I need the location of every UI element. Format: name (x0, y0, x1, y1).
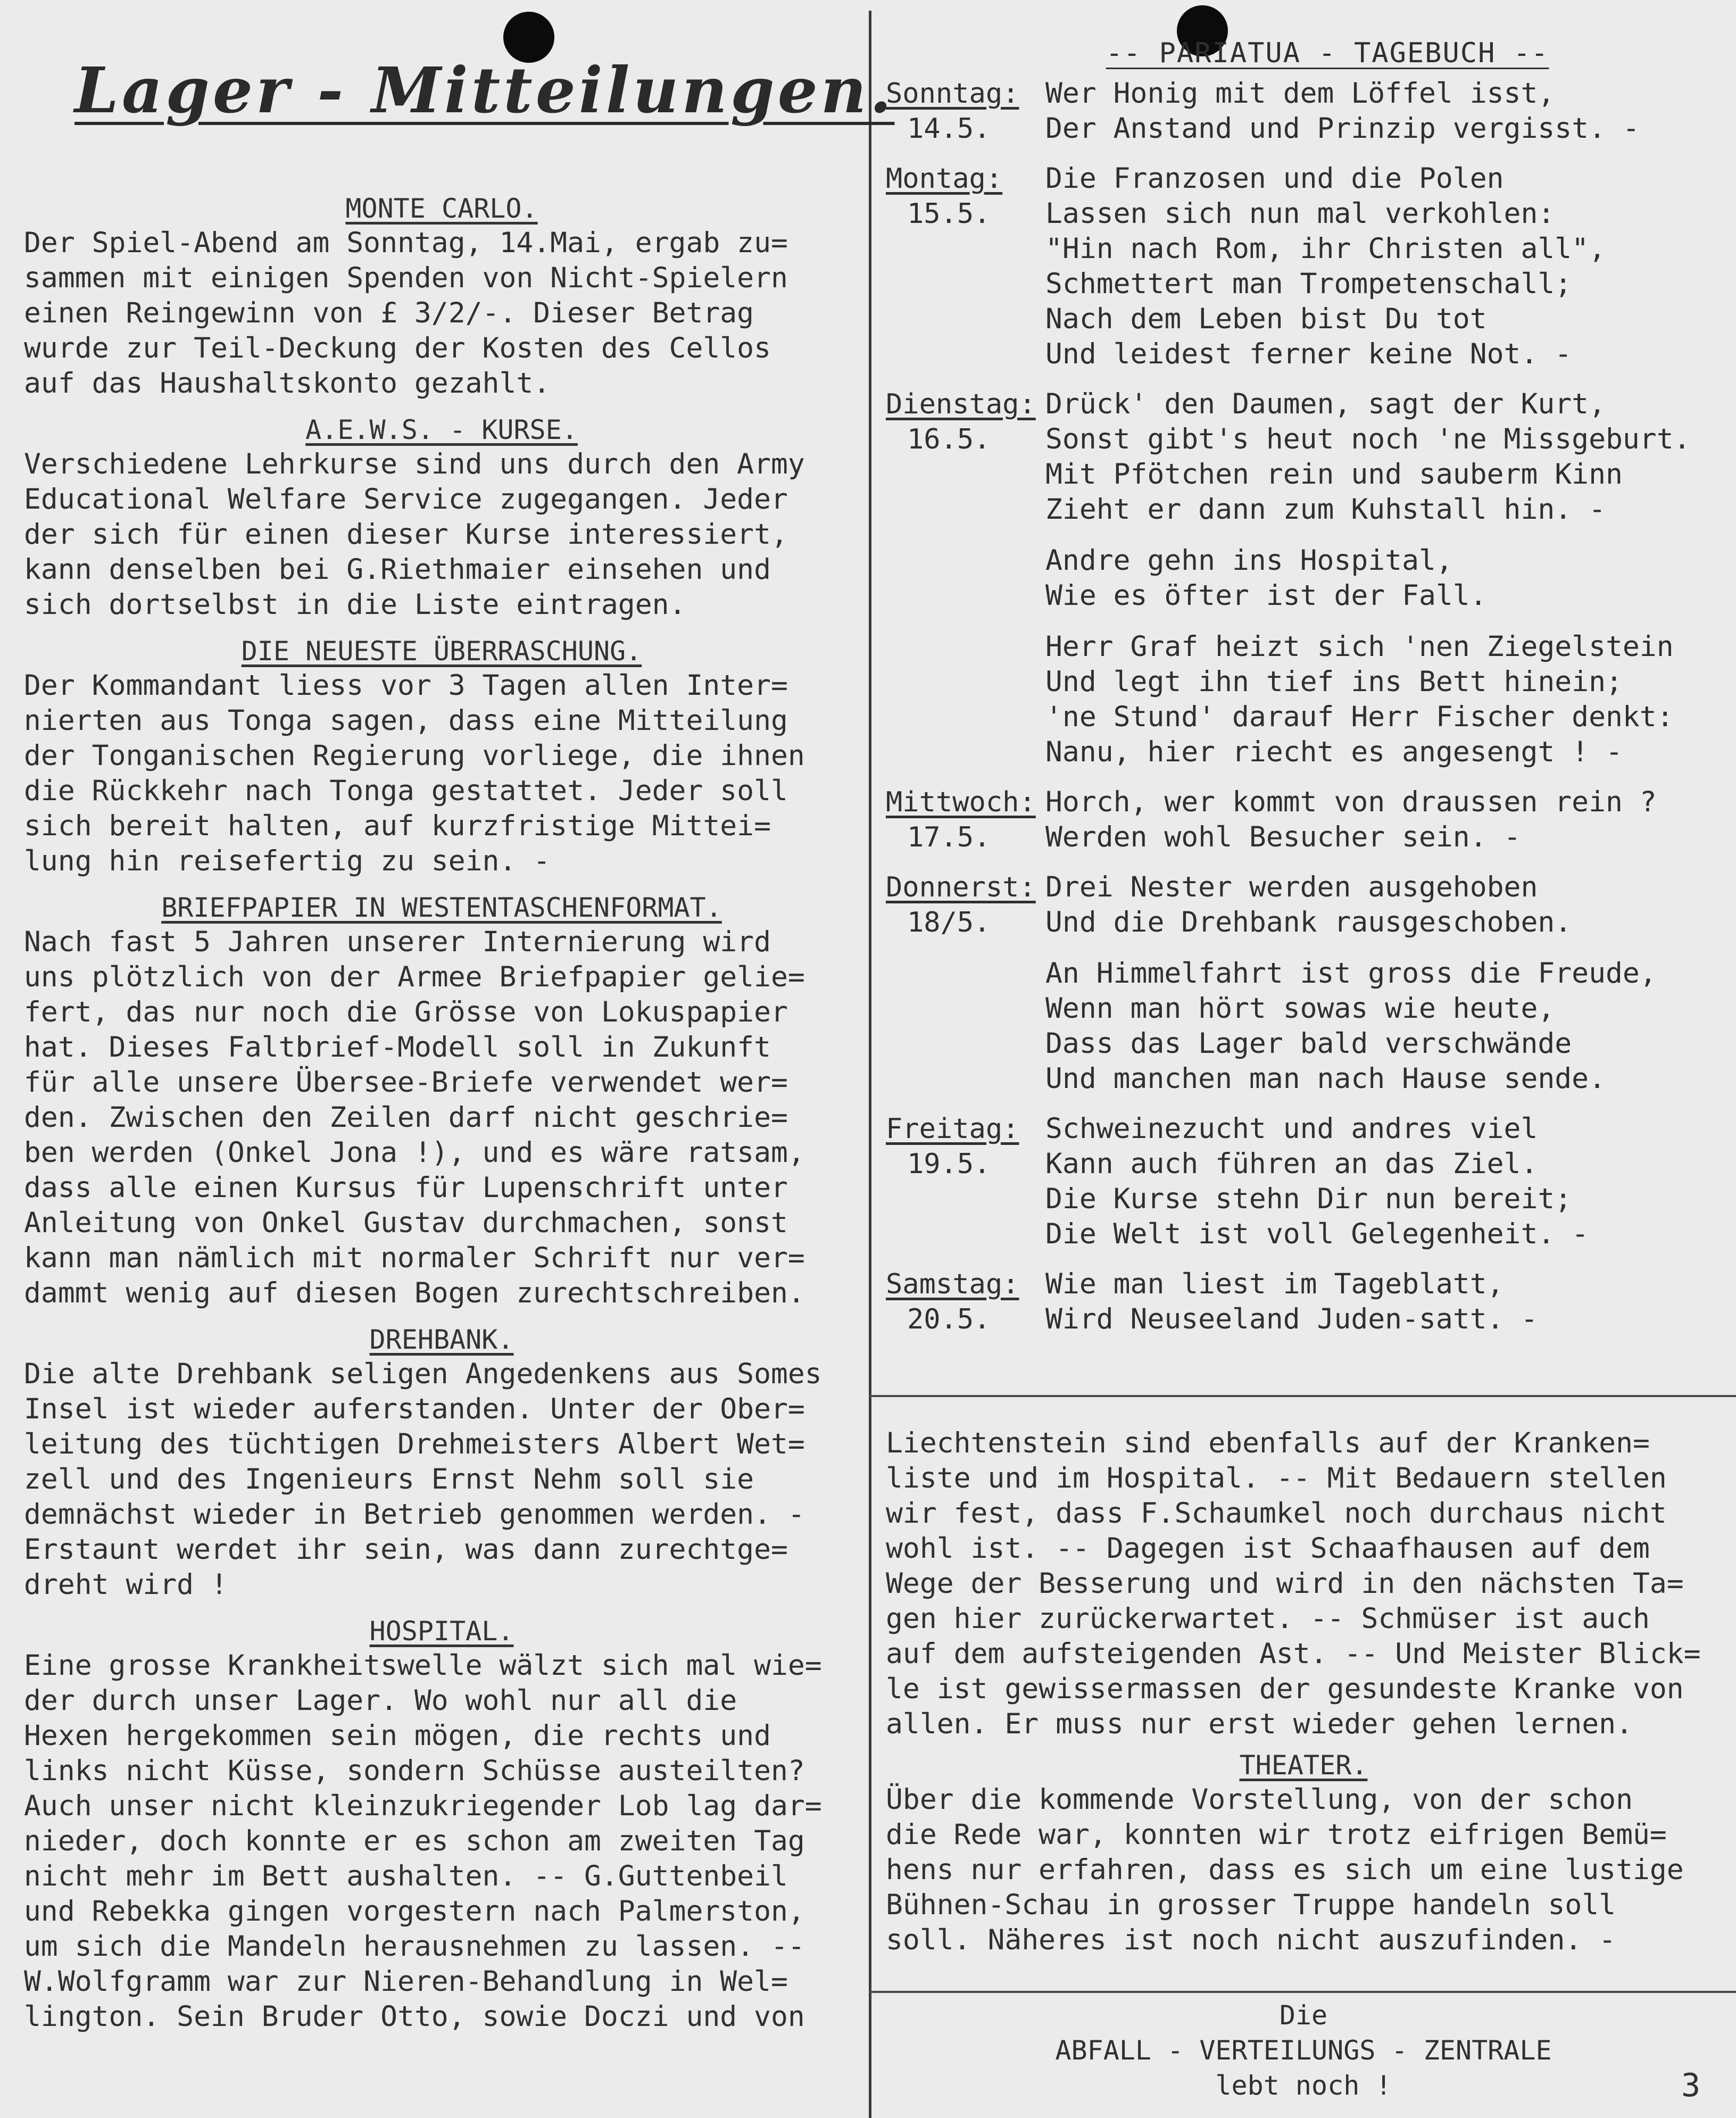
diary-date: 18/5. (907, 907, 991, 938)
diary-date: 15.5. (907, 198, 991, 230)
hospital-line: allen. Er muss nur erst wieder gehen lernen. (886, 1708, 1633, 1740)
article-line: der durch unser Lager. Wo wohl nur all die (24, 1684, 737, 1717)
article-body (24, 925, 859, 1311)
verse-line: Die Franzosen und die Polen (1045, 162, 1504, 195)
article-line: Hexen hergekommen sein mögen, die rechts und (24, 1720, 771, 1752)
hospital-line: Wege der Besserung und wird in den nächsten Ta= (886, 1567, 1684, 1600)
diary-day-name: Donnerst: (886, 871, 1036, 903)
article-line: dammt wenig auf diesen Bogen zurechtschreiben. (24, 1277, 805, 1309)
hospital-line: le ist gewissermassen der gesundeste Kranke von (886, 1673, 1684, 1705)
article-line: Anleitung von Onkel Gustav durchmachen, sonst (24, 1207, 788, 1239)
hospital-line: auf dem aufsteigenden Ast. -- Und Meister Blick= (886, 1638, 1701, 1670)
verse-line: Die Welt ist voll Gelegenheit. - (1045, 1218, 1589, 1250)
diary-entry (886, 785, 1721, 855)
article-line: sich bereit halten, auf kurzfristige Mittei= (24, 810, 771, 842)
verse-line: Nanu, hier riecht es angesengt ! - (1045, 736, 1623, 768)
theater-line: hens nur erfahren, dass es sich um eine lustige (886, 1854, 1684, 1886)
diary-day-name: Montag: (886, 163, 1003, 195)
verse-line: Wie man liest im Tageblatt, (1045, 1268, 1504, 1300)
diary-entry (886, 161, 1721, 372)
article-line: und Rebekka gingen vorgestern nach Palmerston, (24, 1895, 805, 1928)
diary-day-name: Dienstag: (886, 388, 1036, 420)
article-heading: HOSPITAL. (369, 1616, 514, 1647)
verse-block (1045, 1111, 1721, 1252)
article-line: Verschiedene Lehrkurse sind uns durch den Army (24, 448, 805, 480)
article-body (24, 226, 859, 401)
article-body (24, 1357, 859, 1602)
article-line: Eine grosse Krankheitswelle wälzt sich mal wie= (24, 1649, 822, 1682)
article-body (24, 447, 859, 622)
theater-line: Bühnen-Schau in grosser Truppe handeln soll (886, 1889, 1616, 1921)
diary-verses (1045, 785, 1721, 855)
theater-heading: THEATER. (1239, 1750, 1368, 1781)
footer-line-2: ABFALL - VERTEILUNGS - ZENTRALE (1055, 2035, 1552, 2066)
page-number: 3 (1681, 2067, 1701, 2104)
article-line: lung hin reisefertig zu sein. - (24, 845, 551, 877)
diary-entries (886, 76, 1721, 1337)
verse-block (1045, 785, 1721, 855)
theater-line: die Rede war, konnten wir trotz eifrigen Bemü= (886, 1818, 1667, 1851)
article-heading: MONTE CARLO. (345, 193, 538, 224)
verse-line: Wie es öfter ist der Fall. (1045, 579, 1487, 612)
article-line: nierten aus Tonga sagen, dass eine Mitteilung (24, 704, 788, 737)
verse-line: Herr Graf heizt sich 'nen Ziegelstein (1045, 630, 1674, 663)
article-line: nicht mehr im Bett aushalten. -- G.Guttenbeil (24, 1860, 788, 1892)
article-line: wurde zur Teil-Deckung der Kosten des Cellos (24, 332, 771, 364)
diary-day-name: Freitag: (886, 1113, 1019, 1145)
article-line: hat. Dieses Faltbrief-Modell soll in Zukunft (24, 1031, 771, 1064)
article-line: Erstaunt werdet ihr sein, was dann zurechtge= (24, 1533, 788, 1566)
page-title: Lager - Mitteilungen. (74, 53, 895, 127)
article-line: kann man nämlich mit normaler Schrift nur ver= (24, 1242, 805, 1274)
article-line: lington. Sein Bruder Otto, sowie Doczi und von (24, 2000, 805, 2033)
article-line: Insel ist wieder auferstanden. Unter der Ober= (24, 1393, 805, 1425)
diary-verses (1045, 870, 1721, 1097)
diary-bottom-rule (869, 1395, 1736, 1397)
article-heading: DIE NEUESTE ÜBERRASCHUNG. (241, 636, 642, 667)
article-line: Auch unser nicht kleinzukriegender Lob lag dar= (24, 1790, 822, 1822)
verse-line: Wenn man hört sowas wie heute, (1045, 992, 1555, 1025)
article-line: für alle unsere Übersee-Briefe verwendet wer= (24, 1066, 788, 1099)
verse-line: Dass das Lager bald verschwände (1045, 1027, 1572, 1060)
verse-line: Und manchen man nach Hause sende. (1045, 1062, 1606, 1095)
diary-entry (886, 76, 1721, 146)
diary-entry (886, 1267, 1721, 1337)
verse-line: Schmettert man Trompetenschall; (1045, 268, 1572, 300)
article-line: leitung des tüchtigen Drehmeisters Albert Wet= (24, 1428, 805, 1460)
diary-verses (1045, 1111, 1721, 1252)
article-line: den. Zwischen den Zeilen darf nicht geschrie= (24, 1101, 788, 1134)
diary-day-box (886, 161, 1045, 372)
diary-verses (1045, 161, 1721, 372)
verse-block (1045, 387, 1721, 527)
verse-block (1045, 956, 1721, 1097)
article-line: auf das Haushaltskonto gezahlt. (24, 367, 551, 400)
theater-line: Über die kommende Vorstellung, von der schon (886, 1783, 1633, 1816)
article-heading: A.E.W.S. - KURSE. (305, 414, 578, 445)
verse-line: Lassen sich nun mal verkohlen: (1045, 197, 1555, 230)
diary-day-box (886, 1111, 1045, 1252)
diary-entry (886, 387, 1721, 770)
article-line: dass alle einen Kursus für Lupenschrift unter (24, 1172, 788, 1204)
verse-block (1045, 1267, 1721, 1337)
diary-date: 20.5. (907, 1303, 991, 1335)
verse-line: "Hin nach Rom, ihr Christen all", (1045, 232, 1606, 265)
verse-block (1045, 76, 1721, 146)
verse-line: Werden wohl Besucher sein. - (1045, 821, 1521, 853)
article-line: der Tonganischen Regierung vorliege, die ihnen (24, 740, 805, 772)
diary-entry (886, 870, 1721, 1097)
diary-date: 14.5. (907, 113, 991, 145)
verse-block (1045, 870, 1721, 940)
verse-line: Und legt ihn tief ins Bett hinein; (1045, 666, 1623, 698)
verse-line: Andre gehn ins Hospital, (1045, 544, 1453, 577)
footer-rule (869, 1991, 1736, 1993)
verse-line: Und die Drehbank rausgeschoben. (1045, 906, 1572, 938)
verse-line: Kann auch führen an das Ziel. (1045, 1148, 1538, 1180)
hospital-line: wohl ist. -- Dagegen ist Schaafhausen auf dem (886, 1532, 1650, 1565)
article-line: der sich für einen dieser Kurse interessiert, (24, 518, 788, 551)
hospital-line: wir fest, dass F.Schaumkel noch durchaus nicht (886, 1497, 1667, 1530)
diary-date: 19.5. (907, 1148, 991, 1180)
theater-body (886, 1782, 1721, 1958)
diary-title: -- PARIATUA - TAGEBUCH -- (1106, 37, 1549, 69)
verse-line: An Himmelfahrt ist gross die Freude, (1045, 957, 1657, 990)
article-line: Die alte Drehbank seligen Angedenkens aus Somes (24, 1358, 822, 1390)
verse-line: 'ne Stund' darauf Herr Fischer denkt: (1045, 701, 1674, 733)
footer-line-3: lebt noch ! (1215, 2070, 1392, 2101)
article-body (24, 668, 859, 879)
verse-line: Die Kurse stehn Dir nun bereit; (1045, 1183, 1572, 1215)
diary-date: 16.5. (907, 423, 991, 455)
hospital-line: Liechtenstein sind ebenfalls auf der Kranken= (886, 1427, 1650, 1459)
article-line: Der Kommandant liess vor 3 Tagen allen Inter= (24, 669, 788, 702)
article-line: sammen mit einigen Spenden von Nicht-Spielern (24, 262, 788, 294)
verse-line: Sonst gibt's heut noch 'ne Missgeburt. (1045, 423, 1691, 455)
verse-line: Schweinezucht und andres viel (1045, 1112, 1538, 1145)
article-line: kann denselben bei G.Riethmaier einsehen und (24, 553, 771, 586)
article-line: sich dortselbst in die Liste eintragen. (24, 588, 686, 621)
article-heading: DREHBANK. (369, 1324, 514, 1355)
diary-verses (1045, 76, 1721, 146)
diary-section (886, 35, 1721, 1337)
article-line: einen Reingewinn von £ 3/2/-. Dieser Betrag (24, 297, 754, 329)
left-column (24, 192, 859, 2046)
verse-line: Drei Nester werden ausgehoben (1045, 871, 1538, 903)
diary-day-box (886, 1267, 1045, 1337)
verse-line: Wird Neuseeland Juden-satt. - (1045, 1303, 1538, 1335)
article-line: W.Wolfgramm war zur Nieren-Behandlung in Wel= (24, 1965, 788, 1998)
article-body (24, 1648, 859, 2034)
verse-line: Der Anstand und Prinzip vergisst. - (1045, 112, 1640, 145)
diary-date: 17.5. (907, 821, 991, 853)
hospital-continued (886, 1426, 1721, 1742)
hospital-line: liste und im Hospital. -- Mit Bedauern stellen (886, 1462, 1667, 1494)
verse-line: Mit Pfötchen rein und sauberm Kinn (1045, 458, 1623, 491)
diary-day-name: Sonntag: (886, 78, 1019, 110)
article-line: ben werden (Onkel Jona !), und es wäre ratsam, (24, 1136, 805, 1169)
hospital-line: gen hier zurückerwartet. -- Schmüser ist auch (886, 1602, 1650, 1635)
diary-verses (1045, 1267, 1721, 1337)
article-line: die Rückkehr nach Tonga gestattet. Jeder soll (24, 775, 788, 807)
article-heading: BRIEFPAPIER IN WESTENTASCHENFORMAT. (161, 892, 722, 923)
article-line: uns plötzlich von der Armee Briefpapier gelie= (24, 961, 805, 993)
diary-entry (886, 1111, 1721, 1252)
article-line: um sich die Mandeln herausnehmen zu lassen. -- (24, 1930, 805, 1963)
verse-line: Und leidest ferner keine Not. - (1045, 338, 1572, 370)
verse-block (1045, 629, 1721, 770)
verse-line: Zieht er dann zum Kuhstall hin. - (1045, 493, 1606, 526)
article-line: zell und des Ingenieurs Ernst Nehm soll sie (24, 1463, 754, 1496)
footer-note (886, 1998, 1721, 2103)
diary-day-box (886, 870, 1045, 1097)
diary-day-box (886, 785, 1045, 855)
article-line: dreht wird ! (24, 1568, 228, 1601)
theater-line: soll. Näheres ist noch nicht auszufinden. - (886, 1924, 1616, 1956)
diary-day-name: Mittwoch: (886, 786, 1036, 818)
verse-line: Drück' den Daumen, sagt der Kurt, (1045, 388, 1606, 420)
verse-line: Nach dem Leben bist Du tot (1045, 303, 1487, 335)
column-divider (869, 11, 871, 2118)
footer-line-1: Die (1279, 2000, 1328, 2031)
verse-block (1045, 161, 1721, 372)
verse-line: Horch, wer kommt von draussen rein ? (1045, 786, 1657, 818)
right-column-bottom (886, 1426, 1721, 1958)
diary-day-box (886, 387, 1045, 770)
article-line: nieder, doch konnte er es schon am zweiten Tag (24, 1825, 805, 1857)
verse-block (1045, 543, 1721, 613)
article-line: Nach fast 5 Jahren unserer Internierung wird (24, 926, 771, 958)
article-line: fert, das nur noch die Grösse von Lokuspapier (24, 996, 788, 1028)
verse-line: Wer Honig mit dem Löffel isst, (1045, 77, 1555, 110)
article-line: Educational Welfare Service zugegangen. Jeder (24, 483, 788, 516)
diary-day-box (886, 76, 1045, 146)
diary-verses (1045, 387, 1721, 770)
article-line: links nicht Küsse, sondern Schüsse austeilten? (24, 1755, 805, 1787)
article-line: Der Spiel-Abend am Sonntag, 14.Mai, ergab zu= (24, 227, 788, 259)
article-line: demnächst wieder in Betrieb genommen werden. - (24, 1498, 805, 1531)
diary-day-name: Samstag: (886, 1268, 1019, 1300)
